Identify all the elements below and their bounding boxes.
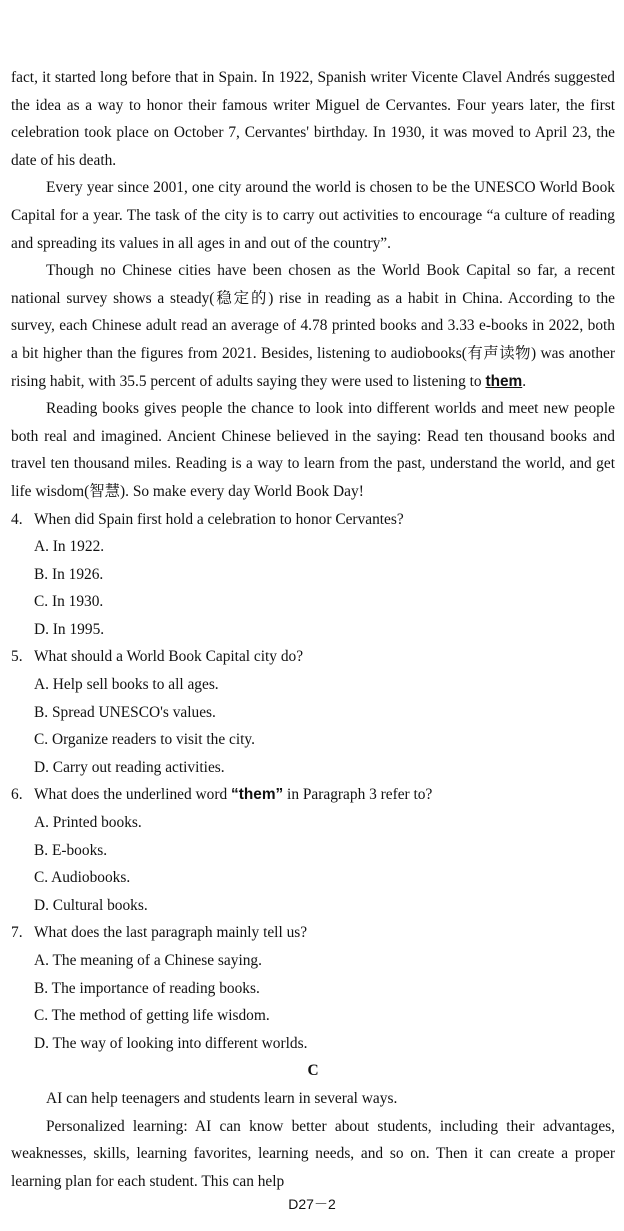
question-5-text: What should a World Book Capital city do? [34,648,304,666]
question-6-number: 6. [11,786,23,804]
question-4-options [11,533,615,643]
passage-b-paragraph-4: Reading books gives people the chance to look into different worlds and meet new people both real and imagined. Ancient Chinese believed in the saying: Read ten thousand books and travel ten thousand miles. Reading is a way to learn from the past, understand the world, and get life wisdom(智慧). So make every day World Book Day! [11,400,615,500]
question-4-text: When did Spain first hold a celebration to honor Cervantes? [34,510,404,528]
question-7-options [11,947,615,1057]
question-6-text [34,781,432,809]
question-7 [11,919,615,947]
question-4 [11,506,615,534]
question-5-number: 5. [11,648,23,666]
question-6-options [11,809,615,919]
paragraph-3-text: Though no Chinese cities have been chosen as the World Book Capital so far, a recent national survey shows a steady(稳定的) rise in reading as a habit in China. According to the survey, each Chinese adult read an average of 4.78 printed books and 3.33 e-books in 2022, both a bit higher than the figures from 2021. Besides, listening to audiobooks(有声读物) was another rising habit, with 35.5 percent of adults saying they were used to listening to [11,262,615,390]
question-5-option-c: C. Organize readers to visit the city. [34,731,255,749]
question-4-option-b: B. In 1926. [34,565,104,583]
question-6-option-b: B. E-books. [34,841,108,859]
question-4-option-d: D. In 1995. [34,620,105,638]
question-7-option-b: B. The importance of reading books. [34,979,260,997]
question-7-text: What does the last paragraph mainly tell us? [34,924,308,942]
question-7-option-a: A. The meaning of a Chinese saying. [34,952,262,969]
question-4-number: 4. [11,510,23,528]
question-5-option-d: D. Carry out reading activities. [34,758,225,776]
question-6-option-c: C. Audiobooks. [34,869,131,887]
question-6-option-d: D. Cultural books. [34,896,148,914]
exam-page [11,64,615,1195]
page-footer-code: D27－2 [288,1196,336,1212]
section-c-heading: C [307,1062,319,1080]
passage-b-paragraph-2: Every year since 2001, one city around the world is chosen to be the UNESCO World Book Capital for a year. The task of the city is to carry out activities to encourage “a culture of reading and spreading its values in all ages in and out of the country”. [11,179,615,252]
question-6-quoted-word: “them” [231,786,284,804]
question-7-option-d: D. The way of looking into different worlds. [34,1034,308,1052]
question-5-option-b: B. Spread UNESCO's values. [34,703,216,721]
question-4-option-a: A. In 1922. [34,538,105,556]
question-6-text-start: What does the underlined word [34,786,232,804]
paragraph-3-end: . [522,372,527,390]
passage-c-paragraph-1: AI can help teenagers and students learn in several ways. [46,1089,398,1107]
question-6-text-end: in Paragraph 3 refer to? [283,786,433,804]
question-7-option-c: C. The method of getting life wisdom. [34,1007,270,1025]
passage-b-paragraph-3 [11,257,615,395]
question-4-option-c: C. In 1930. [34,593,104,611]
passage-b-paragraph-1: fact, it started long before that in Spain. In 1922, Spanish writer Vicente Clavel Andrés suggested the idea as a way to honor their famous writer Miguel de Cervantes. Four years later, the first celebration took place on October 7, Cervantes' birthday. In 1930, it was moved to April 23, the date of his death. [11,69,615,169]
question-5-options [11,671,615,781]
underlined-word-them: them [485,372,523,390]
question-5 [11,643,615,671]
passage-c-paragraph-2: Personalized learning: AI can know better about students, including their advantages, weaknesses, skills, learning favorites, learning needs, and so on. Then it can create a proper learning plan for each student. This can help [11,1117,615,1190]
question-6 [11,781,615,809]
question-7-number: 7. [11,924,23,942]
question-6-option-a: A. Printed books. [34,814,142,832]
question-5-option-a: A. Help sell books to all ages. [34,676,219,694]
